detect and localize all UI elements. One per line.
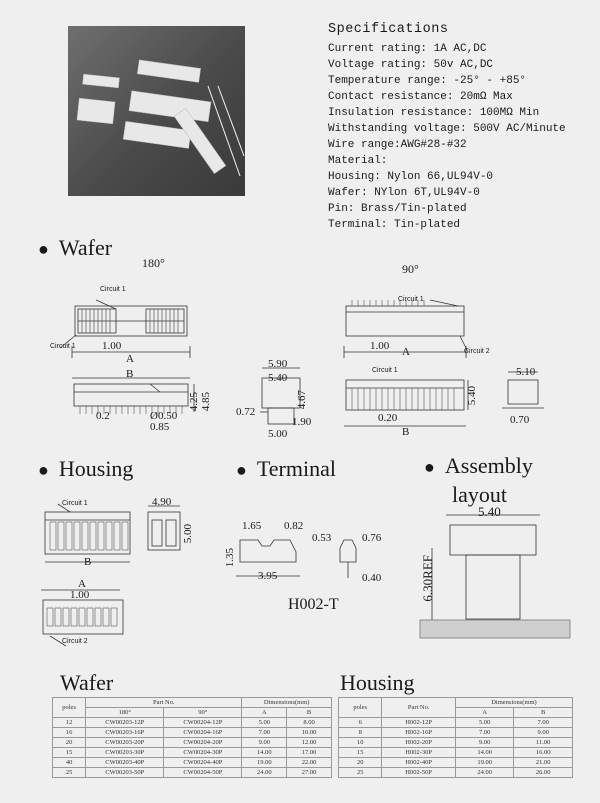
spec-line: Insulation resistance: 100MΩ Min [328,107,540,119]
col-poles: poles [53,698,86,718]
wafer-side-dim-0-72: 0.72 [236,406,256,418]
cell: CW00203-30P [86,748,164,758]
wafer-heading-label: Wafer [58,235,113,260]
wafer-90-dim-1-00: 1.00 [370,340,390,352]
cell: CW00204-40P [164,758,242,768]
cell: H002-50P [382,768,456,778]
col-a: A [455,708,514,718]
terminal-heading-label: Terminal [256,456,336,481]
wafer-90-dim-A: A [402,346,410,358]
cell: 8.00 [287,718,332,728]
wafer-side-dim-5-90: 5.90 [268,358,288,370]
housing-circuit1-label: Circuit 1 [62,500,88,507]
wafer-90-dim-5-40: 5.40 [466,386,478,406]
cell: CW00203-50P [86,768,164,778]
cell: CW00203-20P [86,738,164,748]
assembly-heading-label-2: layout [452,482,507,507]
wafer-90-side-dim-0-70: 0.70 [510,414,530,426]
wafer-90-side-dim-5-10: 5.10 [516,366,536,378]
cell: 8 [339,728,382,738]
spec-line: Wafer: NYlon 6T,UL94V-0 [328,187,480,199]
bullet-icon: ● [38,239,49,259]
terminal-dim-0-76: 0.76 [362,532,382,544]
assembly-dim-6-30: 6.30REF [420,555,435,602]
wafer-90-dim-B: B [402,426,410,438]
cell: 24.00 [455,768,514,778]
cell: 20 [53,738,86,748]
terminal-dim-1-65: 1.65 [242,520,262,532]
assembly-drawing [420,515,570,638]
assembly-heading-label: Assembly [444,453,533,478]
spec-line: Pin: Brass/Tin-plated [328,203,467,215]
cell: 25 [339,768,382,778]
wafer-side-dim-4-67: 4.67 [296,390,308,410]
cell: CW00204-12P [164,718,242,728]
cell: 10 [339,738,382,748]
cell: 15 [339,748,382,758]
cell: 17.00 [287,748,332,758]
housing-dim-B: B [84,556,92,568]
spec-line: Voltage rating: 50v AC,DC [328,59,494,71]
cell: 40 [53,758,86,768]
housing-table-container [338,697,573,778]
cell: 25 [53,768,86,778]
housing-dim-5-00: 5.00 [182,524,194,544]
housing-dim-A: A [78,578,86,590]
table-row [53,768,332,778]
cell: H002-30P [382,748,456,758]
col-90: 90° [164,708,242,718]
cell: 12.00 [287,738,332,748]
cell: 22.00 [287,758,332,768]
spec-line: Contact resistance: 20mΩ Max [328,91,513,103]
table-row [339,758,573,768]
housing-dim-4-90: 4.90 [152,496,172,508]
table-header-row [339,698,573,708]
table-row [339,738,573,748]
terminal-dim-0-82: 0.82 [284,520,304,532]
assembly-dim-5-40: 5.40 [478,504,501,519]
cell: H002-16P [382,728,456,738]
col-a: A [242,708,287,718]
wafer-side-dim-1-90: 1.90 [292,416,312,428]
terminal-dim-0-40: 0.40 [362,572,382,584]
housing-dim-1-00: 1.00 [70,589,90,601]
cell: 19.00 [242,758,287,768]
wafer-180-dim-4-85: 4.85 [200,392,212,412]
terminal-dim-1-35: 1.35 [224,548,236,568]
cell: CW00204-50P [164,768,242,778]
cell: 9.00 [514,728,573,738]
cell: 9.00 [455,738,514,748]
cell: 12 [53,718,86,728]
col-part-no: Part No. [86,698,242,708]
table-row [339,718,573,728]
terminal-drawing [236,540,356,578]
spec-line: Temperature range: -25° - +85° [328,75,527,87]
cell: 15 [53,748,86,758]
cell: 5.00 [455,718,514,728]
col-180: 180° [86,708,164,718]
table-header-row [53,698,332,708]
table-row [339,728,573,738]
terminal-dim-3-95: 3.95 [258,570,278,582]
cell: 16.00 [514,748,573,758]
terminal-part-label: H002-T [288,596,339,613]
wafer-180-dim-A: A [126,353,134,365]
wafer-180-circuit2-label: Circuit 1 [50,343,76,350]
wafer-180-circuit1-label: Circuit 1 [100,286,126,293]
spec-line: Terminal: Tin-plated [328,219,461,231]
angle-90-label: 90° [402,262,419,276]
wafer-180-dim-1-00: 1.00 [102,340,122,352]
bullet-icon: ● [236,460,247,480]
wafer-table-title: Wafer [60,670,114,695]
cell: 7.00 [514,718,573,728]
spec-line: Housing: Nylon 66,UL94V-0 [328,171,494,183]
bullet-icon: ● [424,457,435,477]
wafer-180-top-drawing [60,300,190,358]
cell: H002-40P [382,758,456,768]
wafer-180-dim-0-2: 0.2 [96,410,110,422]
cell: 20 [339,758,382,768]
cell: 24.00 [242,768,287,778]
wafer-180-dim-4-25: 4.25 [188,392,200,412]
cell: 16 [53,728,86,738]
cell: CW00203-16P [86,728,164,738]
spec-line: Withstanding voltage: 500V AC/Minute [328,123,566,135]
cell: 21.00 [514,758,573,768]
cell: 27.00 [287,768,332,778]
cell: 7.00 [455,728,514,738]
col-dims: Dimensions(mm) [242,698,332,708]
table-row [53,718,332,728]
col-poles: poles [339,698,382,718]
cell: H002-12P [382,718,456,728]
wafer-180-dim-B: B [126,368,134,380]
table-row [53,758,332,768]
cell: 14.00 [242,748,287,758]
table-row [339,748,573,758]
table-row [339,768,573,778]
housing-circuit2-label: Circuit 2 [62,638,88,645]
wafer-table-container [52,697,332,778]
table-row [53,748,332,758]
cell: 6 [339,718,382,728]
cell: CW00204-16P [164,728,242,738]
wafer-90-front-circuit1-label: Circuit 1 [372,367,398,374]
col-b: B [287,708,332,718]
housing-heading-label: Housing [58,456,134,481]
spec-line: Material: [328,155,388,167]
cell: 11.00 [514,738,573,748]
cell: H002-20P [382,738,456,748]
cell: CW00204-20P [164,738,242,748]
spec-line: Wire range:AWG#28-#32 [328,139,467,151]
cell: 14.00 [455,748,514,758]
cell: 10.00 [287,728,332,738]
col-part-no: Part No. [382,698,456,718]
housing-table-title: Housing [340,670,415,695]
table-header-row [53,708,332,718]
specifications-title: Specifications [328,22,449,37]
wafer-90-dim-0-20: 0.20 [378,412,398,424]
wafer-table [52,697,332,778]
col-dims: Dimensions(mm) [455,698,572,708]
wafer-side-dim-5-00: 5.00 [268,428,288,440]
cell: 7.00 [242,728,287,738]
cell: 5.00 [242,718,287,728]
spec-line: Current rating: 1A AC,DC [328,43,487,55]
wafer-90-circuit2-label: Circuit 2 [464,348,490,355]
cell: 9.00 [242,738,287,748]
cell: 26.00 [514,768,573,778]
wafer-side-dim-5-40: 5.40 [268,372,288,384]
wafer-90-circuit1-label: Circuit 1 [398,296,424,303]
col-b: B [514,708,573,718]
table-row [53,738,332,748]
wafer-180-dim-0-50: Ø0.50 [150,410,178,422]
wafer-180-dim-0-85: 0.85 [150,421,170,433]
cell: CW00203-40P [86,758,164,768]
bullet-icon: ● [38,460,49,480]
terminal-dim-0-53: 0.53 [312,532,332,544]
housing-table [338,697,573,778]
angle-180-label: 180° [142,256,165,270]
cell: CW00204-30P [164,748,242,758]
housing-side-drawing [148,506,180,550]
table-row [53,728,332,738]
cell: 19.00 [455,758,514,768]
cell: CW00203-12P [86,718,164,728]
